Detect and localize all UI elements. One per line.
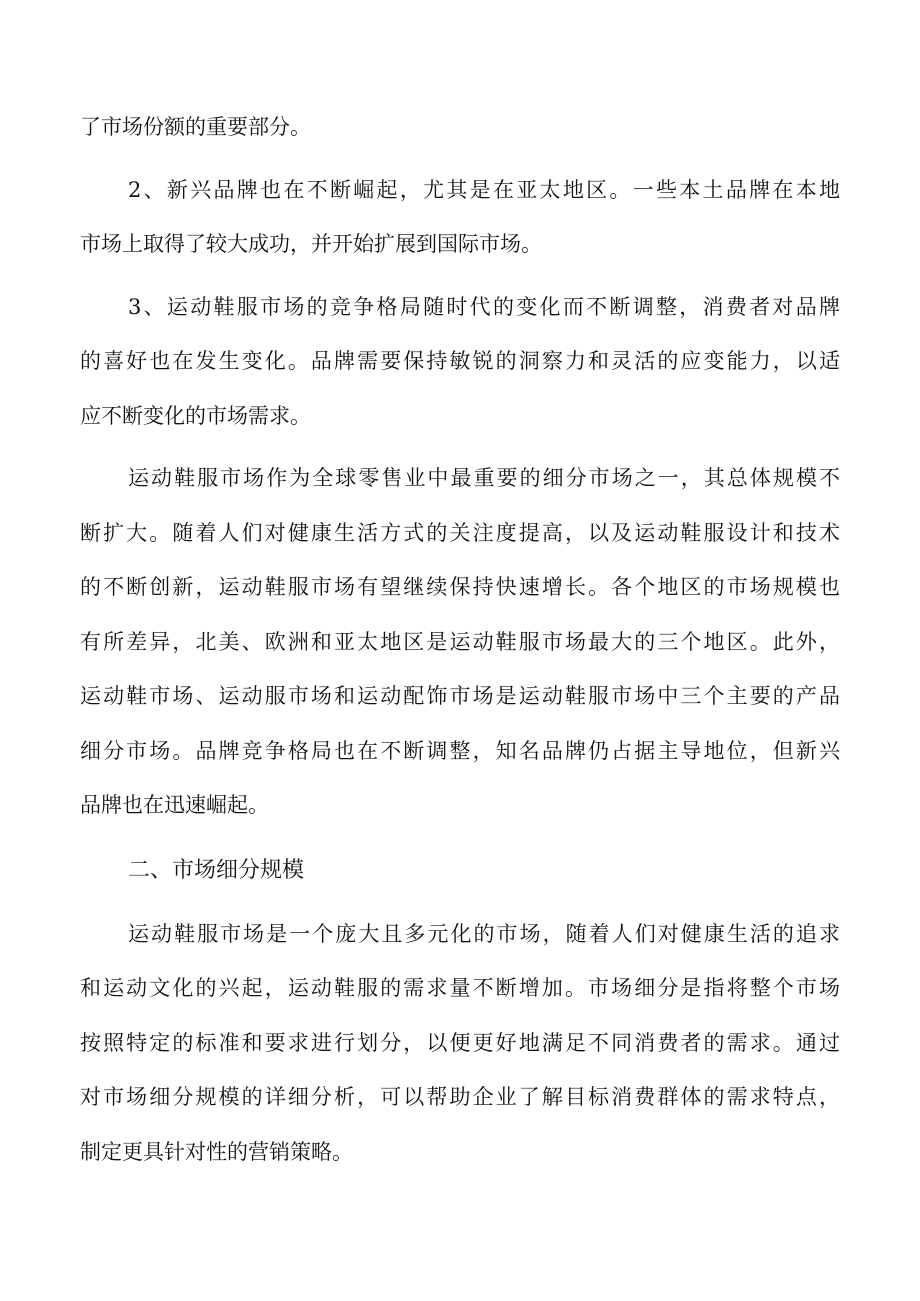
- paragraph-segmentation: [80, 907, 840, 1180]
- section-heading: 二、市场细分规模: [128, 857, 305, 883]
- paragraph-line: 有所差异，北美、欧洲和亚太地区是运动鞋服市场最大的三个地区。此外，: [80, 629, 840, 654]
- paragraph-emerging-brands: [80, 163, 840, 272]
- paragraph-market-overview: [80, 451, 840, 833]
- paragraph-line: 运动鞋市场、运动服市场和运动配饰市场是运动鞋服市场中三个主要的产品: [80, 684, 840, 708]
- paragraph-line: 运动鞋服市场是一个庞大且多元化的市场，随着人们对健康生活的追求: [128, 921, 840, 946]
- paragraph-line: 按照特定的标准和要求进行划分，以便更好地满足不同消费者的需求。通过: [80, 1030, 840, 1055]
- paragraph-line: 的不断创新，运动鞋服市场有望继续保持快速增长。各个地区的市场规模也: [80, 575, 840, 599]
- paragraph-line: 2、新兴品牌也在不断崛起，尤其是在亚太地区。一些本土品牌在本地: [128, 177, 840, 202]
- paragraph-line: 制定更具针对性的营销策略。: [80, 1139, 353, 1164]
- paragraph-line: 和运动文化的兴起，运动鞋服的需求量不断增加。市场细分是指将整个市场: [80, 976, 840, 1000]
- paragraph-line: 了市场份额的重要部分。: [80, 115, 311, 139]
- paragraph-line: 市场上取得了较大成功，并开始扩展到国际市场。: [80, 232, 542, 256]
- paragraph-line: 应不断变化的市场需求。: [80, 403, 311, 428]
- paragraph-line: 细分市场。品牌竞争格局也在不断调整，知名品牌仍占据主导地位，但新兴: [80, 738, 840, 763]
- paragraph-line: 品牌也在迅速崛起。: [80, 793, 269, 817]
- paragraph-line: 断扩大。随着人们对健康生活方式的关注度提高，以及运动鞋服设计和技术: [80, 520, 840, 545]
- paragraph-line: 的喜好也在发生变化。品牌需要保持敏锐的洞察力和灵活的应变能力，以适: [80, 349, 840, 373]
- paragraph-line: 运动鞋服市场作为全球零售业中最重要的细分市场之一，其总体规模不: [128, 466, 840, 490]
- paragraph-continuation: [80, 100, 840, 155]
- paragraph-competition: [80, 280, 840, 444]
- document-page: [80, 100, 840, 1187]
- paragraph-line: 对市场细分规模的详细分析，可以帮助企业了解目标消费群体的需求特点，: [80, 1085, 840, 1109]
- paragraph-line: 3、运动鞋服市场的竞争格局随时代的变化而不断调整，消费者对品牌: [128, 294, 840, 319]
